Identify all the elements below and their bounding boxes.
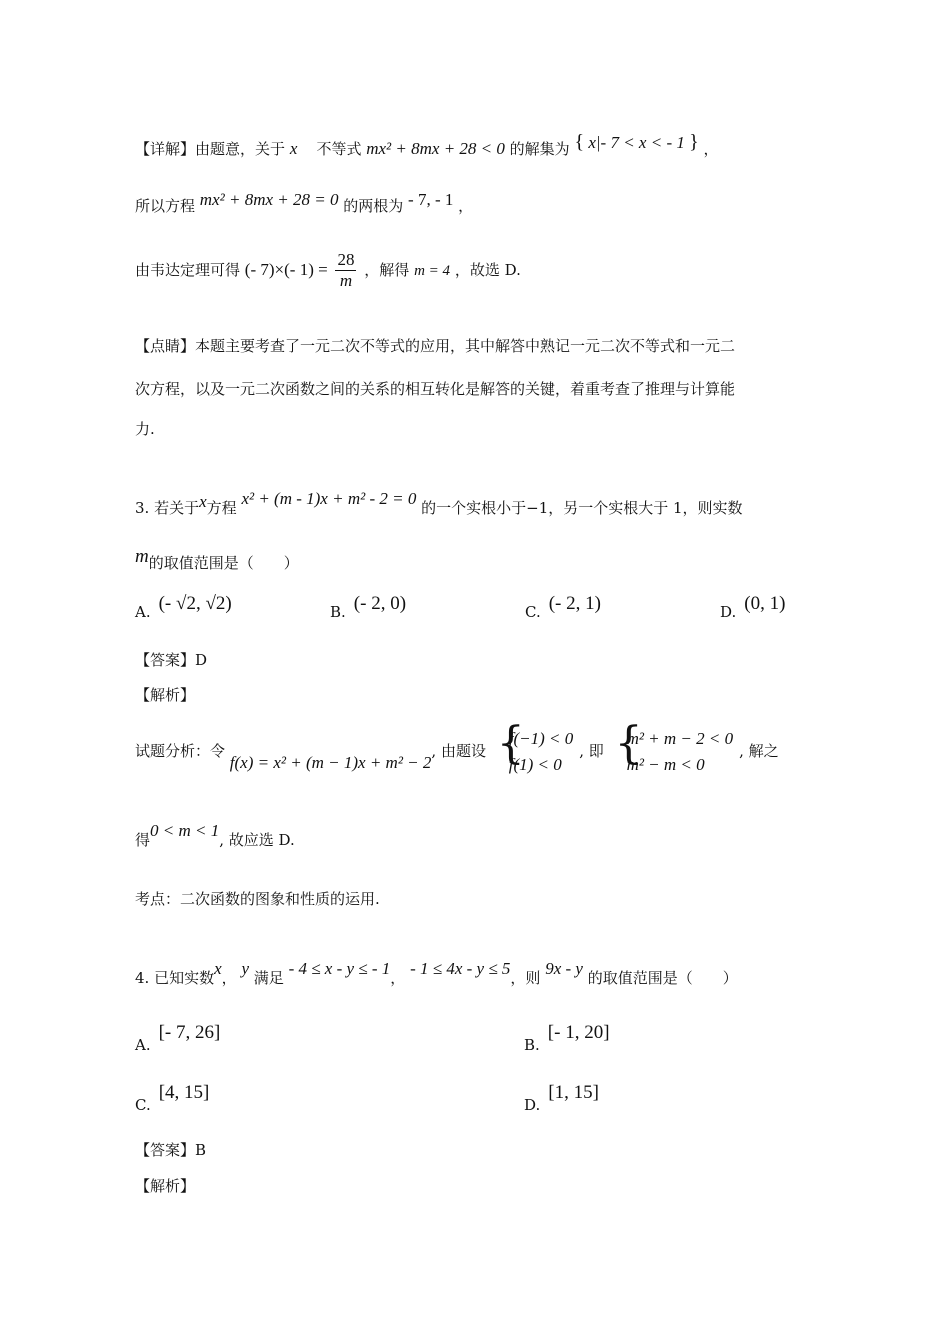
question-text: ， [390, 969, 406, 987]
option-value: (- 2, 0) [353, 593, 407, 614]
analysis-text: , 由题设 [431, 742, 486, 760]
comment-tag: 【点睛】 [135, 337, 196, 355]
option-value: [1, 15] [548, 1082, 599, 1103]
math-solution-set: { x|- 7 < x < - 1 } [574, 131, 699, 153]
option-label: D. [720, 603, 737, 621]
question-text: 方程 [206, 499, 237, 517]
math-equation: mx² + 8mx + 28 = 0 [199, 190, 339, 209]
option-label: A. [135, 603, 151, 621]
q4-option-c [135, 1082, 210, 1116]
detail-text: ， [703, 140, 719, 158]
option-label: B. [330, 603, 346, 621]
math-system-2 [614, 718, 734, 778]
question-text: 的取值范围是（ ） [148, 554, 299, 572]
q3-result-line [135, 821, 295, 850]
question-text: ， [221, 969, 237, 987]
question-text: 的一个实根小于−1，另一个实根大于 1，则实数 [421, 499, 743, 517]
system-row: f(1) < 0 [508, 755, 562, 774]
fraction-denominator: m [339, 271, 353, 291]
math-var-y: y [241, 959, 249, 978]
comment-text: 次方程，以及一元二次函数之间的关系的相互转化是解答的关键，着重考查了推理与计算能 [135, 380, 736, 398]
q3-stem-line-1 [135, 489, 743, 518]
math-condition-2: - 1 ≤ 4x - y ≤ 5 [410, 959, 511, 978]
option-value: [- 7, 26] [158, 1022, 221, 1043]
option-value: (- 2, 1) [548, 593, 601, 614]
system-row: m² − m < 0 [626, 755, 705, 774]
q4-stem-line [135, 959, 738, 988]
detail-text: 由题意，关于 [195, 140, 286, 158]
detail-text: ，解得 [364, 260, 410, 279]
q3-option-b [330, 593, 407, 623]
question-text: 满足 [253, 969, 284, 987]
q3-option-a [135, 593, 232, 623]
detail-tag: 【详解】 [135, 140, 196, 158]
option-value: [- 1, 20] [547, 1022, 610, 1043]
option-label: D. [524, 1096, 541, 1114]
detail-line-1 [135, 131, 719, 160]
q4-option-a [135, 1022, 221, 1056]
question-text: 3. 若关于 [135, 499, 200, 517]
analysis-text: , 故应选 D. [219, 831, 295, 849]
detail-line-2 [135, 190, 474, 216]
q4-option-d [524, 1082, 599, 1116]
math-expression: 9x - y [545, 959, 583, 978]
fraction-numerator: 28 [335, 250, 356, 271]
option-label: B. [524, 1036, 540, 1054]
question-text: ，则 [510, 969, 541, 987]
question-text: 4. 已知实数 [135, 969, 215, 987]
math-system-1 [496, 718, 574, 778]
q3-kaodian: 考点：二次函数的图象和性质的运用. [135, 890, 380, 908]
option-value: (0, 1) [744, 593, 786, 614]
math-fx: f(x) = x² + (m − 1)x + m² − 2 [229, 753, 432, 772]
option-label: C. [525, 603, 541, 621]
math-vieta-lhs: (- 7)×(- 1) = [244, 259, 328, 279]
detail-text: ， [458, 197, 474, 215]
option-value: (- √2, √2) [158, 593, 232, 614]
detail-text: ，故选 D. [454, 260, 521, 279]
question-text: 的取值范围是（ ） [587, 969, 738, 987]
comment-line-2 [135, 380, 735, 398]
detail-text: 不等式 [316, 140, 362, 158]
comment-text: 本题主要考查了一元二次不等式的应用，其中解答中熟记一元二次不等式和一元二 [195, 337, 736, 355]
comment-text: 力. [135, 420, 155, 438]
q3-analysis-tag: 【解析】 [135, 686, 196, 704]
math-result: 0 < m < 1 [150, 821, 220, 840]
math-inequality: mx² + 8mx + 28 < 0 [366, 139, 505, 158]
comment-line-1 [135, 337, 735, 355]
brace-icon: { [614, 718, 643, 769]
brace-icon: { [496, 718, 525, 769]
analysis-text: , 解之 [739, 742, 779, 760]
detail-text: 所以方程 [135, 197, 196, 215]
detail-line-3 [135, 250, 521, 292]
option-label: C. [135, 1096, 151, 1114]
math-var-m: m [135, 546, 149, 567]
q3-stem-line-2 [135, 546, 299, 575]
q4-answer: 【答案】B [135, 1141, 207, 1159]
system-row: m² + m − 2 < 0 [626, 729, 734, 748]
math-m-value: m = 4 [414, 262, 451, 279]
option-label: A. [135, 1036, 151, 1054]
comment-line-3 [135, 420, 155, 438]
analysis-text: , 即 [579, 742, 604, 760]
q3-option-c [525, 593, 601, 623]
q4-option-b [524, 1022, 610, 1056]
q4-analysis-tag: 【解析】 [135, 1177, 196, 1195]
detail-text: 的解集为 [509, 140, 570, 158]
detail-text: 由韦达定理可得 [135, 260, 241, 279]
math-var-x: x [199, 492, 207, 511]
analysis-text: 得 [135, 831, 151, 849]
q3-answer: 【答案】D [135, 651, 208, 669]
analysis-text: 试题分析：令 [135, 742, 226, 760]
math-condition-1: - 4 ≤ x - y ≤ - 1 [288, 959, 391, 978]
detail-text: 的两根为 [343, 197, 404, 215]
math-var-x: x [214, 959, 222, 978]
math-fraction [335, 250, 356, 292]
q3-option-d [720, 593, 786, 623]
system-row: f(−1) < 0 [508, 729, 574, 748]
math-equation: x² + (m - 1)x + m² - 2 = 0 [241, 489, 417, 508]
option-value: [4, 15] [158, 1082, 210, 1103]
math-roots: - 7, - 1 [408, 190, 454, 209]
q3-analysis-line [135, 718, 779, 778]
math-var-x: x [289, 139, 298, 158]
